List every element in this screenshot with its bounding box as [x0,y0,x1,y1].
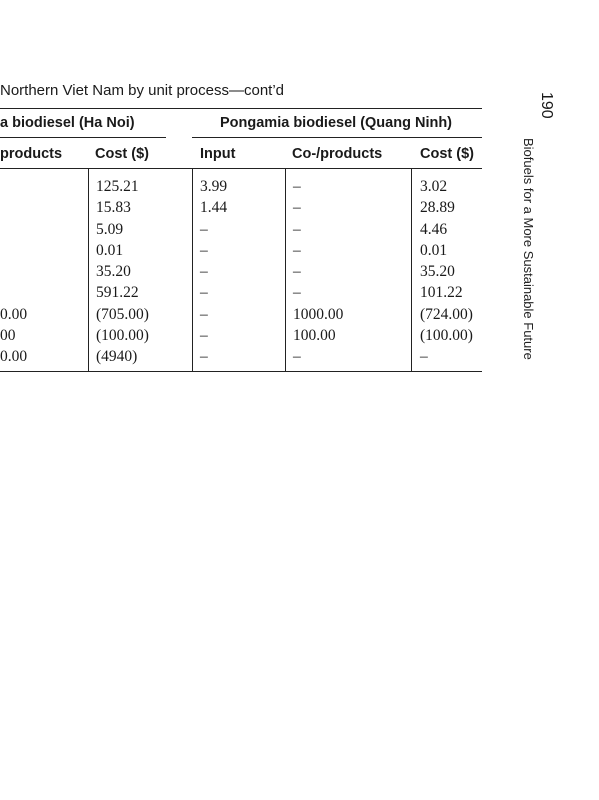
table-cell: – [420,348,428,366]
table-cell: 28.89 [420,199,455,217]
table-cell: 4.46 [420,220,448,238]
column-left-coproducts [0,176,30,368]
group-rule-right [192,137,482,138]
table-cell: 0.00 [0,348,28,366]
table-cell: – [293,199,301,217]
table-cell: 15.83 [96,199,131,217]
table-cell [0,261,30,282]
column-left-cost [96,176,191,368]
table-cell: – [293,220,301,238]
col-header-left-coproducts: products [0,146,63,162]
table-cell: 5.09 [96,220,124,238]
table-cell: – [293,348,301,366]
table-cell: 00 [0,327,16,345]
table-cell: 1000.00 [293,305,344,323]
top-rule [0,108,482,109]
bottom-rule [0,371,482,372]
table-cell: (4940) [96,348,138,366]
table-cell: – [200,305,208,323]
table-cell: 1.44 [200,199,228,217]
table-cell: – [200,284,208,302]
table-cell: 0.01 [420,241,448,259]
table-cell: 3.99 [200,178,228,195]
table-cell: (100.00) [96,327,149,345]
table-cell: (705.00) [96,305,149,323]
table-cell: 35.20 [96,263,131,281]
table-cell [0,282,30,303]
col-divider-2 [192,169,193,372]
col-divider-1 [88,169,89,372]
table-cell: – [293,263,301,281]
table-cell [0,240,30,261]
group-header-hanoi: a biodiesel (Ha Noi) [0,115,135,131]
table-cell: (724.00) [420,305,473,323]
col-header-left-cost: Cost ($) [95,146,149,162]
table-cell [0,176,30,197]
column-right-input [200,176,295,368]
table-cell: (100.00) [420,327,473,345]
col-header-right-input: Input [200,146,236,162]
table-cell: – [200,220,208,238]
table-cell: – [200,241,208,259]
col-header-right-coproducts: Co-/products [292,146,383,162]
table-cell: 0.01 [96,241,124,259]
column-right-coproducts [293,176,388,368]
table-cell: – [293,178,301,195]
table-cell [0,197,30,218]
table-cell [0,219,30,240]
page-number: 190 [538,92,555,119]
table-cell: 0.00 [0,305,28,323]
col-divider-4 [411,169,412,372]
table-cell: – [200,327,208,345]
table-cell: 100.00 [293,327,336,345]
table-cell: – [200,263,208,281]
column-right-cost [420,176,490,368]
table-caption: Northern Viet Nam by unit process—cont’d [0,82,285,99]
table-cell: – [200,348,208,366]
group-rule-left [0,137,166,138]
table-cell: – [293,284,301,302]
group-header-quang-ninh: Pongamia biodiesel (Quang Ninh) [220,115,453,131]
table-cell: – [293,241,301,259]
table-cell: 591.22 [96,284,139,302]
table-cell: 101.22 [420,284,463,302]
header-rule [0,168,482,169]
table-cell: 125.21 [96,178,139,195]
col-header-right-cost: Cost ($) [420,146,474,162]
table-cell: 35.20 [420,263,455,281]
running-title: Biofuels for a More Sustainable Future [521,138,536,360]
table-cell: 3.02 [420,178,448,195]
